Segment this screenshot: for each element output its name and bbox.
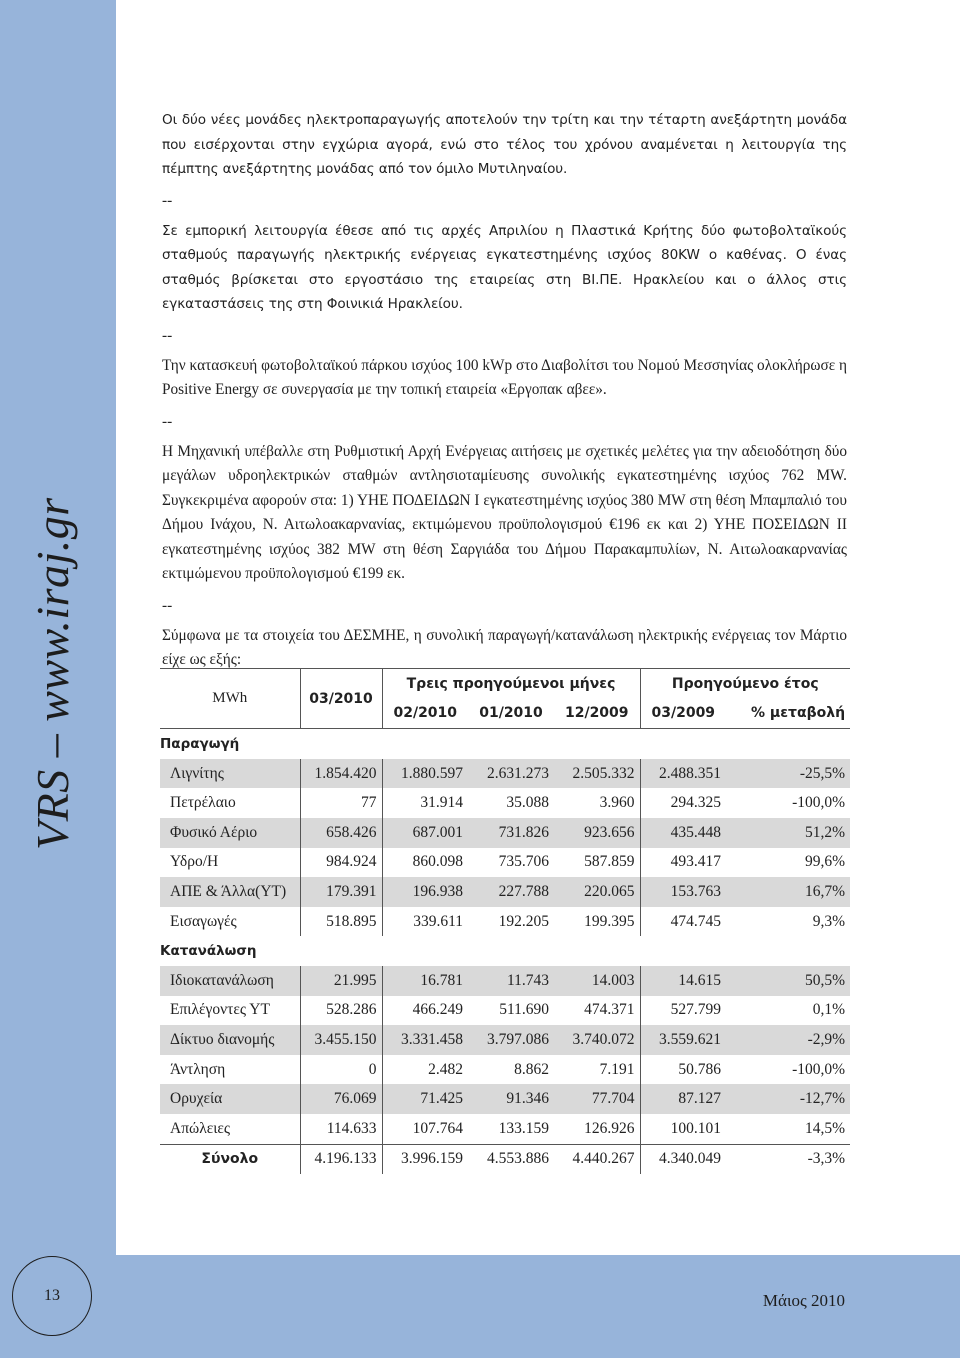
paragraph-4: Η Μηχανική υπέβαλλε στη Ρυθμιστική Αρχή Ενέργειας αιτήσεις με σχετικές μελέτες για την αδειοδότηση δύο μεγάλων υδροηλεκτρικών σταθμών αντλησιοταμίευσης συνολικής εγκατεστημένης ισχύος 762 MW. Συγκεκριμένα αφορούν στα: 1) ΥΗΕ ΠΟΔΕΙΔΩΝ Ι εγκατεστημένης ισχύος 380 MW στη θέση Μπαμπαλιό του Δήμου Ινάχου, Ν. Αιτωλοακαρνανίας, εκτιμώμενου προϋπολογισμού €196 εκ και 2) ΥΗΕ ΠΟΣΕΙΔΩΝ ΙΙ εγκατεστημένης ισχύος 382 MW στη θέση Σαργιάδα του Δήμου Παρακαμπυλίων, Ν. Αιτωλοακαρνανίας εκτιμώμενου προϋπολογισμού €199 εκ. <box>162 442 847 582</box>
unit-header: MWh <box>160 669 300 729</box>
table-cell: 114.633 <box>300 1114 382 1144</box>
table-cell: 4.440.267 <box>554 1144 640 1174</box>
table-cell: 196.938 <box>382 877 468 907</box>
table-cell: 435.448 <box>640 818 726 848</box>
table-cell: 735.706 <box>498 853 549 871</box>
table-cell: 11.743 <box>506 971 549 989</box>
table-cell: 3.559.621 <box>640 1025 726 1055</box>
separator: -- <box>162 326 173 344</box>
table-cell: -12,7% <box>799 1090 846 1108</box>
table-cell: 133.159 <box>498 1119 549 1137</box>
table-cell: 77 <box>300 788 382 818</box>
table-cell: 192.205 <box>498 912 549 930</box>
paragraph-1: Οι δύο νέες μονάδες ηλεκτροπαραγωγής αποτελούν την τρίτη και την τέταρτη ανεξάρτητη μονάδα που εισέρχονται στην εγχώρια αγορά, ενώ στο τέλος του χρόνου αναμένεται η λειτουργία της πέμπτης ανεξάρτητης μονάδας από τον όμιλο Μυτιληναίου. <box>162 112 847 177</box>
table-cell: 4.340.049 <box>640 1144 726 1174</box>
table-cell: 16,7% <box>804 882 846 900</box>
table-cell: 76.069 <box>300 1084 382 1114</box>
table-cell: 153.763 <box>640 877 726 907</box>
consumption-rows <box>160 966 850 1144</box>
separator: -- <box>162 596 173 614</box>
table-cell: 71.425 <box>382 1084 468 1114</box>
row-label: Υδρο/Η <box>170 853 219 871</box>
table-cell: -100,0% <box>792 1060 846 1078</box>
table-cell: 50,5% <box>804 971 846 989</box>
paragraph-5: Σύμφωνα με τα στοιχεία του ΔΕΣΜΗΕ, η συνολική παραγωγή/κατανάλωση ηλεκτρικής ενέργειας τον Μάρτιο είχε ως εξής: <box>162 626 847 668</box>
table-cell: 7.191 <box>599 1060 635 1078</box>
table-row <box>160 818 850 848</box>
energy-table <box>160 668 850 1174</box>
table-cell: 91.346 <box>506 1090 549 1108</box>
table-cell: -2,9% <box>807 1030 846 1048</box>
table-row <box>160 759 850 789</box>
table-cell: 21.995 <box>300 966 382 996</box>
table-cell: 14.615 <box>640 966 726 996</box>
table-cell: 474.371 <box>584 1001 635 1019</box>
row-label: Εισαγωγές <box>170 912 237 930</box>
table-cell: 860.098 <box>382 848 468 878</box>
table-cell: 35.088 <box>506 794 549 812</box>
table-cell: 99,6% <box>804 853 846 871</box>
month-header: 02/2010 <box>382 699 468 729</box>
table-cell: -25,5% <box>799 764 846 782</box>
table-cell: 1.854.420 <box>300 759 382 789</box>
table-cell: 3.797.086 <box>487 1030 549 1048</box>
row-label: Δίκτυο διανομής <box>170 1030 275 1048</box>
table-cell: 984.924 <box>300 848 382 878</box>
table-cell: 493.417 <box>640 848 726 878</box>
table-cell: 528.286 <box>300 996 382 1026</box>
table-cell: 179.391 <box>300 877 382 907</box>
table-row <box>160 848 850 878</box>
total-row-group <box>160 1144 850 1174</box>
footer-date: Μάιος 2010 <box>762 1291 845 1310</box>
table-cell: 107.764 <box>382 1114 468 1144</box>
table-cell: 466.249 <box>382 996 468 1026</box>
table-cell: 3.455.150 <box>300 1025 382 1055</box>
table-cell: 16.781 <box>382 966 468 996</box>
table-row <box>160 1084 850 1114</box>
table-row <box>160 1055 850 1085</box>
table-cell: 14,5% <box>804 1119 846 1137</box>
table-cell: 4.196.133 <box>300 1144 382 1174</box>
table-row <box>160 966 850 996</box>
table-cell: -3,3% <box>726 1144 850 1174</box>
site-watermark-text: VRS – www.iraj.gr <box>27 497 78 850</box>
table-cell: 14.003 <box>591 971 635 989</box>
table-cell: 1.880.597 <box>382 759 468 789</box>
section-consumption: Κατανάλωση <box>160 943 257 960</box>
table-cell: 2.488.351 <box>640 759 726 789</box>
row-label: Ιδιοκατανάλωση <box>170 971 274 989</box>
table-cell: 50.786 <box>640 1055 726 1085</box>
table-cell: 51,2% <box>804 823 846 841</box>
paragraph-3: Την κατασκευή φωτοβολταϊκού πάρκου ισχύος 100 kWp στο Διαβολίτσι του Νομού Μεσσηνίας ολοκλήρωσε η Positive Energy σε συνεργασία με την τοπική εταιρεία «Εργοπακ αβεε». <box>162 356 847 398</box>
row-label: Επιλέγοντες ΥΤ <box>170 1001 270 1019</box>
table-cell: 227.788 <box>498 882 549 900</box>
table-cell: 518.895 <box>300 907 382 937</box>
row-label: Λιγνίτης <box>170 764 224 782</box>
table-row <box>160 1114 850 1144</box>
table-row <box>160 996 850 1026</box>
row-label: Φυσικό Αέριο <box>170 823 258 841</box>
table-cell: 126.926 <box>584 1119 635 1137</box>
table-cell: 3.331.458 <box>382 1025 468 1055</box>
table-row <box>160 907 850 937</box>
table-cell: -100,0% <box>792 794 846 812</box>
table-cell: 3.740.072 <box>572 1030 635 1048</box>
total-row <box>160 1144 850 1174</box>
table-cell: 199.395 <box>584 912 635 930</box>
table-cell: 587.859 <box>584 853 635 871</box>
table-cell: 9,3% <box>812 912 846 930</box>
table-row <box>160 877 850 907</box>
paragraph-2: Σε εμπορική λειτουργία έθεσε από τις αρχές Απριλίου η Πλαστικά Κρήτης δύο φωτοβολταϊκούς σταθμούς παραγωγής ηλεκτρικής ενέργειας εγκατεστημένης ισχύος 80KW ο καθένας. Ο ένας σταθμός βρίσκεται στο εργοστάσιο της εταιρείας στη ΒΙ.ΠΕ. Ηρακλείου και ο άλλος στις εγκαταστάσεις της στη Φοινικιά Ηρακλείου. <box>162 222 847 312</box>
table-cell: 687.001 <box>382 818 468 848</box>
table-cell: 2.505.332 <box>572 764 635 782</box>
separator: -- <box>162 191 173 209</box>
previous-months-header: Τρεις προηγούμενοι μήνες <box>382 669 640 699</box>
table-cell: 31.914 <box>382 788 468 818</box>
table-cell: 87.127 <box>640 1084 726 1114</box>
table-cell: 2.482 <box>382 1055 468 1085</box>
table-cell: 658.426 <box>300 818 382 848</box>
row-label: Άντληση <box>170 1060 226 1078</box>
page-number: 13 <box>44 1287 60 1304</box>
table-cell: 294.325 <box>640 788 726 818</box>
article-body <box>162 108 847 673</box>
row-label: Απώλειες <box>170 1119 231 1137</box>
table-cell: 220.065 <box>584 882 635 900</box>
table-cell: 3.960 <box>599 794 635 812</box>
table-cell: 3.996.159 <box>382 1144 468 1174</box>
row-label: Πετρέλαιο <box>170 794 236 812</box>
table-row <box>160 1025 850 1055</box>
separator: -- <box>162 412 173 430</box>
previous-year-header: Προηγούμενο έτος <box>640 669 850 699</box>
change-header: % μεταβολή <box>751 705 846 722</box>
row-label: Ορυχεία <box>170 1090 223 1108</box>
table-cell: 527.799 <box>640 996 726 1026</box>
month-header: 01/2010 <box>479 705 543 722</box>
production-rows <box>160 759 850 937</box>
month-header: 12/2009 <box>564 705 629 722</box>
section-production: Παραγωγή <box>160 729 850 759</box>
table-cell: 4.553.886 <box>468 1144 554 1174</box>
table-cell: 0 <box>300 1055 382 1085</box>
current-month-header: 03/2010 <box>300 669 382 729</box>
row-label: Σύνολο <box>160 1144 300 1174</box>
table-cell: 77.704 <box>591 1090 635 1108</box>
table-cell: 474.745 <box>640 907 726 937</box>
table-row <box>160 788 850 818</box>
table-cell: 0,1% <box>812 1001 846 1019</box>
table-cell: 8.862 <box>514 1060 549 1078</box>
table-cell: 2.631.273 <box>487 764 549 782</box>
table-cell: 731.826 <box>498 823 549 841</box>
table-cell: 923.656 <box>584 823 635 841</box>
table-cell: 100.101 <box>640 1114 726 1144</box>
row-label: ΑΠΕ & Άλλα(ΥΤ) <box>170 882 287 900</box>
page-number-badge <box>12 1256 92 1336</box>
table-cell: 511.690 <box>499 1001 549 1019</box>
prev-year-month-header: 03/2009 <box>640 699 726 729</box>
table-cell: 339.611 <box>382 907 468 937</box>
